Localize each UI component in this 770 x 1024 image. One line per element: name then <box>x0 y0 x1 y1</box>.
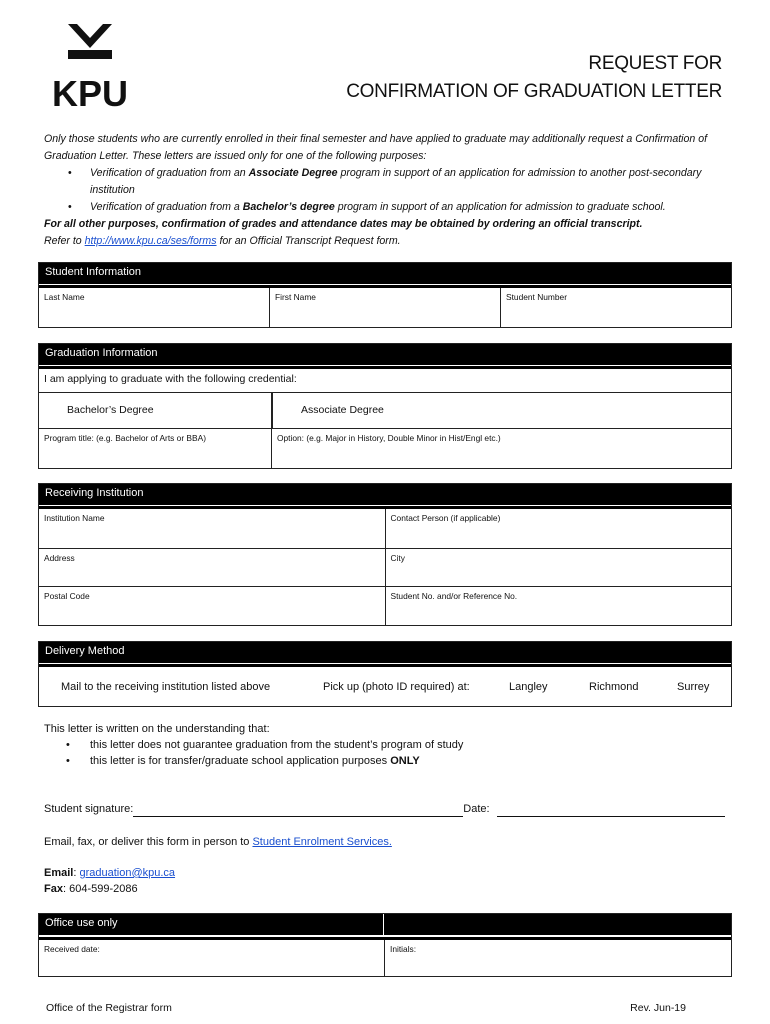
refer-line: Refer to http://www.kpu.ca/ses/forms for an Official Transcript Request form. <box>44 235 401 247</box>
student-number-field[interactable]: Student Number <box>500 288 731 327</box>
fax-line: Fax: 604-599-2086 <box>44 883 138 895</box>
student-information-section <box>38 262 732 328</box>
address-field[interactable]: Address <box>44 553 75 563</box>
option-field[interactable]: Option: (e.g. Major in History, Double Minor in Hist/Engl etc.) <box>271 429 731 468</box>
initials-field[interactable]: Initials: <box>384 940 731 977</box>
title-line-1: REQUEST FOR <box>588 53 722 74</box>
intro-section <box>44 131 724 250</box>
section-header: Graduation Information <box>39 344 731 365</box>
understanding-intro: This letter is written on the understanding that: <box>44 723 270 735</box>
office-use-section <box>38 913 732 977</box>
program-title-field[interactable]: Program title: (e.g. Bachelor of Arts or BBA) <box>44 433 206 443</box>
contact-person-field[interactable]: Contact Person (if applicable) <box>385 509 732 548</box>
pickup-langley[interactable]: Langley <box>509 680 548 693</box>
understanding-section <box>44 721 463 769</box>
signature-row <box>44 801 725 817</box>
institution-name-field[interactable]: Institution Name <box>44 513 105 523</box>
forms-link[interactable]: http://www.kpu.ca/ses/forms <box>84 235 217 247</box>
delivery-method-section <box>38 641 732 707</box>
received-date-field[interactable]: Received date: <box>44 944 100 954</box>
postal-code-field[interactable]: Postal Code <box>44 591 90 601</box>
transcript-note: For all other purposes, confirmation of grades and attendance dates may be obtained by ordering an official transcript. <box>44 218 643 230</box>
receiving-institution-section <box>38 483 732 626</box>
applying-text: I am applying to graduate with the following credential: <box>44 373 297 385</box>
mail-option[interactable]: Mail to the receiving institution listed above <box>61 680 271 693</box>
svg-text:KPU: KPU <box>51 73 129 110</box>
deliver-instructions: Email, fax, or deliver this form in person to Student Enrolment Services. <box>44 836 392 848</box>
purpose-associate: • Verification of graduation from an Associate Degree program in support of an application for admission to another post-secondary institution <box>44 165 724 199</box>
ses-link[interactable]: Student Enrolment Services. <box>252 836 392 848</box>
pickup-richmond[interactable]: Richmond <box>589 680 639 693</box>
section-header: Office use only <box>39 914 384 935</box>
section-header: Delivery Method <box>39 642 731 663</box>
date-field[interactable] <box>497 804 725 817</box>
last-name-field[interactable]: Last Name <box>44 292 85 302</box>
form-title <box>346 50 722 106</box>
kpu-logo <box>48 24 132 110</box>
purpose-bachelor: • Verification of graduation from a Bachelor’s degree program in support of an application for admission to graduate school. <box>44 199 724 216</box>
email-line: Email: graduation@kpu.ca <box>44 867 176 879</box>
understanding-bullet-2: • this letter is for transfer/graduate school application purposes ONLY <box>44 753 463 769</box>
city-field[interactable]: City <box>385 549 732 586</box>
first-name-field[interactable]: First Name <box>269 288 500 327</box>
section-header: Receiving Institution <box>39 484 731 505</box>
student-signature-label: Student signature: <box>44 803 134 815</box>
intro-eligibility: Only those students who are currently enrolled in their final semester and have applied to graduate may additionally request a Confirmation of Graduation Letter. These letters are issued only for one of the following purposes: <box>44 133 708 162</box>
date-label: Date: <box>463 803 490 815</box>
bachelor-degree-option[interactable]: Bachelor’s Degree <box>67 404 154 416</box>
title-line-2: CONFIRMATION OF GRADUATION LETTER <box>346 81 722 102</box>
footer-left: Office of the Registrar form <box>46 1002 172 1014</box>
section-header: Student Information <box>39 263 731 284</box>
understanding-bullet-1: • this letter does not guarantee graduation from the student’s program of study <box>44 737 463 753</box>
email-link[interactable]: graduation@kpu.ca <box>79 867 176 879</box>
student-signature-field[interactable] <box>133 804 463 817</box>
pickup-label: Pick up (photo ID required) at: <box>323 680 470 693</box>
pickup-surrey[interactable]: Surrey <box>677 680 710 693</box>
contact-section <box>44 834 392 897</box>
reference-number-field[interactable]: Student No. and/or Reference No. <box>385 587 732 625</box>
graduation-information-section <box>38 343 732 469</box>
associate-degree-option[interactable]: Associate Degree <box>271 393 731 428</box>
footer-right: Rev. Jun-19 <box>630 1002 686 1014</box>
